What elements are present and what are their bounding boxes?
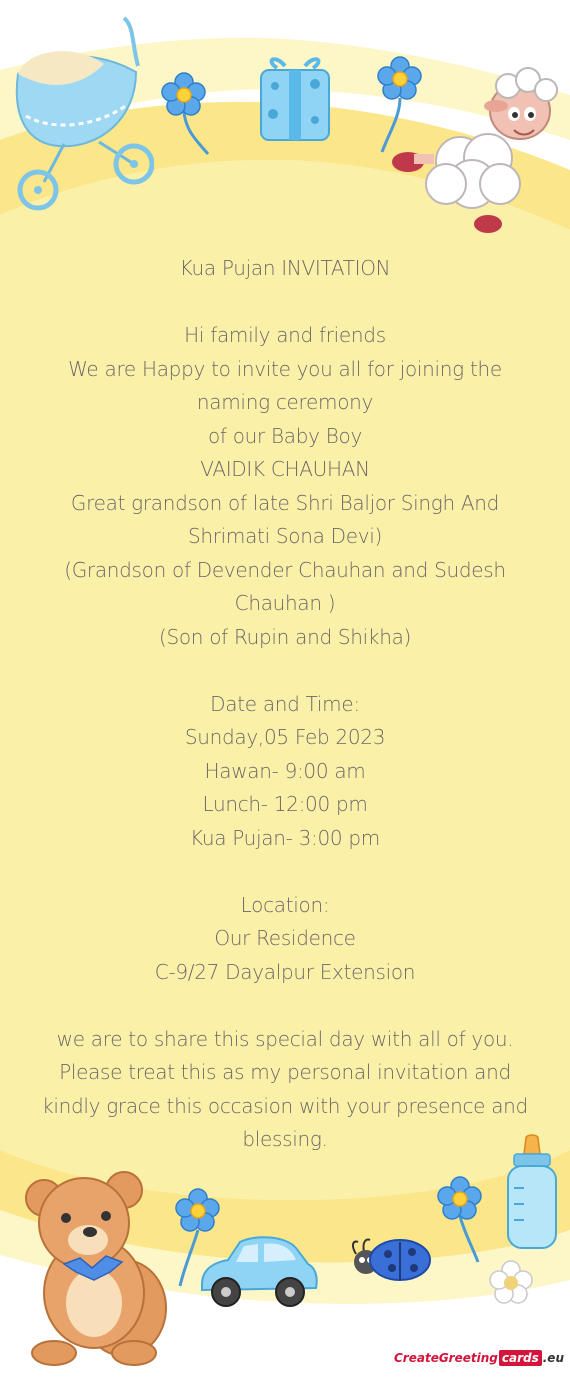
message-line: VAIDIK CHAUHAN (200, 457, 370, 481)
message-line: Shrimati Sona Devi) (187, 524, 383, 548)
brand-part-2: cards (499, 1350, 542, 1366)
flower-icon (158, 72, 218, 162)
message-line: Please treat this as my personal invitation and (59, 1060, 511, 1084)
message-line: we are to share this special day with all of you. (56, 1026, 514, 1051)
flower-icon (488, 1260, 534, 1306)
flower-icon (428, 1176, 498, 1266)
message-line: Our Residence (214, 926, 356, 950)
car-icon (196, 1232, 320, 1312)
message-line: C-9/27 Dayalpur Extension (154, 959, 416, 984)
message-line: Chauhan ) (234, 591, 336, 615)
message-line: Kua Pujan- 3:00 pm (190, 825, 380, 850)
message-line: Kua Pujan INVITATION (179, 256, 391, 280)
brand-logo[interactable] (394, 1350, 564, 1366)
brand-part-1: CreateGreeting (394, 1351, 498, 1365)
message-line: (Grandson of Devender Chauhan and Sudesh (64, 557, 506, 582)
blank-line (20, 855, 550, 889)
message-line: blessing. (242, 1127, 328, 1151)
message-line: (Son of Rupin and Shikha) (158, 624, 412, 649)
message-line: Hawan- 9:00 am (204, 758, 366, 783)
invitation-message (20, 252, 550, 1157)
blank-line (20, 989, 550, 1023)
blank-line (20, 654, 550, 688)
gift-box-icon (255, 52, 335, 144)
brand-part-3: .eu (542, 1351, 564, 1365)
blank-line (20, 286, 550, 320)
message-line: We are Happy to invite you all for joining the (68, 356, 502, 381)
message-line: Lunch- 12:00 pm (202, 792, 368, 816)
message-line: Sunday,05 Feb 2023 (184, 725, 386, 749)
pram-icon (4, 14, 154, 214)
message-line: naming ceremony (196, 390, 374, 414)
ladybug-icon (348, 1236, 438, 1286)
message-line: Hi family and friends (184, 323, 386, 347)
message-line: kindly grace this occasion with your presence and (42, 1093, 528, 1118)
teddy-bear-icon (14, 1168, 174, 1368)
message-line: Date and Time: (210, 691, 360, 716)
message-line: Great grandson of late Shri Baljor Singh And (70, 490, 500, 515)
message-line: of our Baby Boy (207, 423, 363, 448)
message-line: Location: (240, 892, 330, 917)
sheep-icon (390, 66, 565, 241)
